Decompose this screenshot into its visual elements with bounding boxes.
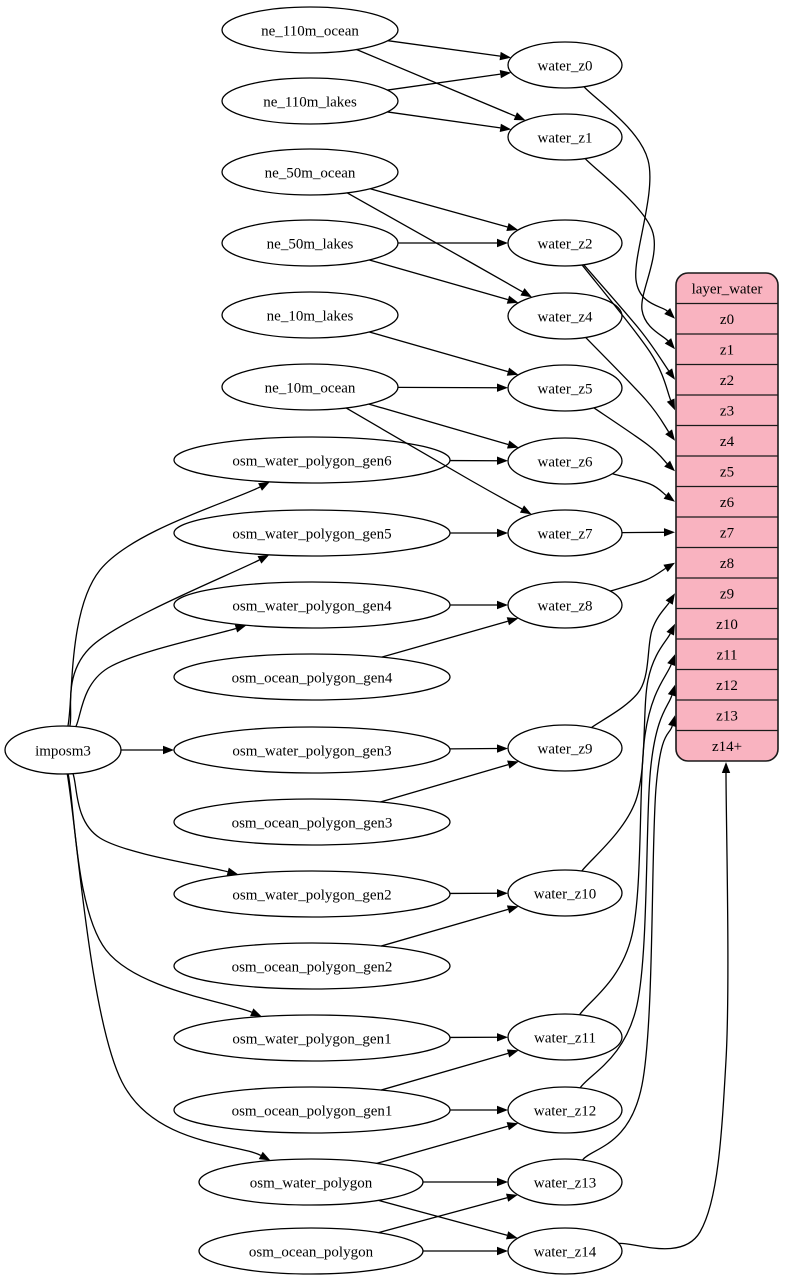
node-water_z0-label: water_z0 (537, 58, 593, 75)
arrowhead-icon (668, 685, 676, 697)
node-water_z11 (508, 1014, 622, 1060)
arrowhead-icon (497, 1033, 508, 1041)
node-osm_ocean_polygon_gen3 (174, 799, 450, 845)
layer-water-table (676, 273, 778, 761)
edge-osm_ocean_polygon_gen1-to-water_z12 (450, 1106, 508, 1114)
edge-line (369, 332, 508, 372)
edge-water_z7-to-z7 (622, 528, 675, 536)
arrowhead-icon (497, 239, 508, 247)
arrowhead-icon (259, 1152, 271, 1161)
arrowhead-icon (514, 112, 526, 120)
node-water_z14 (508, 1228, 622, 1274)
arrowhead-icon (497, 1178, 508, 1186)
edge-line (580, 665, 672, 1015)
node-water_z13 (508, 1159, 622, 1205)
node-osm_ocean_polygon_gen3-label: osm_ocean_polygon_gen3 (231, 815, 393, 832)
node-water_z11-label: water_z11 (534, 1030, 596, 1047)
edge-ne_110m_lakes-to-water_z0 (387, 70, 511, 90)
node-water_z1-label: water_z1 (537, 130, 593, 147)
edge-osm_water_polygon_gen2-to-water_z10 (450, 889, 508, 897)
edge-imposm3-to-osm_water_polygon_gen3 (121, 746, 174, 754)
arrowhead-icon (663, 563, 675, 572)
node-water_z7 (508, 510, 622, 556)
node-osm_ocean_polygon_gen1 (174, 1087, 450, 1133)
arrowhead-icon (250, 1008, 262, 1016)
edge-line (387, 74, 500, 90)
edge-line (381, 1053, 508, 1090)
arrowhead-icon (507, 1049, 519, 1057)
edge-water_z8-to-z8 (610, 563, 675, 591)
node-osm_ocean_polygon_gen2-label: osm_ocean_polygon_gen2 (231, 959, 393, 976)
node-osm_water_polygon-label: osm_water_polygon (249, 1175, 373, 1192)
edge-osm_water_polygon-to-water_z14 (379, 1200, 518, 1239)
arrowhead-icon (520, 505, 532, 514)
node-water_z6 (508, 438, 622, 484)
edge-osm_ocean_polygon-to-water_z13 (379, 1194, 518, 1233)
table-row-z7: z7 (719, 525, 735, 542)
arrowhead-icon (507, 296, 519, 304)
arrowhead-icon (506, 1194, 518, 1202)
node-water_z7-label: water_z7 (537, 526, 593, 543)
node-osm_water_polygon_gen5 (174, 510, 450, 556)
arrowhead-icon (235, 624, 247, 632)
arrowhead-icon (507, 761, 519, 769)
edge-line (388, 41, 500, 56)
node-osm_water_polygon_gen2-label: osm_water_polygon_gen2 (232, 887, 392, 904)
edge-ne_10m_ocean-to-water_z5 (398, 384, 508, 392)
edge-line (369, 404, 508, 444)
node-osm_ocean_polygon_gen2 (174, 943, 450, 989)
table-row-z6: z6 (719, 495, 735, 511)
node-water_z1 (508, 114, 622, 160)
node-ne_50m_ocean (222, 149, 398, 195)
table-row-z1: z1 (719, 342, 735, 359)
node-osm_water_polygon_gen3-label: osm_water_polygon_gen3 (232, 743, 392, 760)
edge-line (379, 1198, 508, 1233)
table-row-z4: z4 (719, 434, 735, 450)
table-row-z8: z8 (719, 556, 735, 572)
arrowhead-icon (664, 528, 675, 536)
edge-osm_ocean_polygon_gen4-to-water_z8 (382, 617, 519, 657)
edge-line (382, 621, 508, 657)
node-water_z5 (508, 365, 622, 411)
node-osm_water_polygon_gen1 (174, 1015, 450, 1061)
edge-osm_water_polygon_gen1-to-water_z11 (450, 1033, 508, 1041)
table-row-z10: z10 (716, 617, 738, 633)
edge-line (612, 474, 666, 496)
edge-osm_water_polygon-to-water_z13 (423, 1178, 508, 1186)
arrowhead-icon (667, 654, 675, 666)
table-row-z9: z9 (719, 586, 735, 603)
node-water_z2-label: water_z2 (537, 236, 593, 253)
edge-osm_ocean_polygon-to-water_z14 (423, 1247, 508, 1255)
arrowhead-icon (507, 617, 519, 625)
edge-line (380, 765, 508, 802)
edge-line (377, 1126, 508, 1163)
node-water_z6-label: water_z6 (537, 454, 593, 471)
node-water_z9-label: water_z9 (537, 741, 593, 758)
node-water_z10 (508, 870, 622, 916)
edge-line (387, 112, 500, 128)
node-osm_ocean_polygon_gen4 (174, 654, 450, 700)
table-row-z12: z12 (716, 678, 738, 694)
arrowhead-icon (497, 889, 508, 897)
node-ne_50m_lakes (222, 220, 398, 266)
node-water_z12-label: water_z12 (533, 1103, 597, 1120)
edge-ne_110m_lakes-to-water_z1 (387, 112, 511, 132)
node-imposm3-label: imposm3 (35, 743, 91, 760)
node-osm_water_polygon_gen2 (174, 871, 450, 917)
arrowhead-icon (666, 624, 675, 636)
node-water_z13-label: water_z13 (533, 1175, 597, 1192)
edge-water_z14-to-z14+ (619, 762, 730, 1249)
arrowhead-icon (507, 440, 519, 448)
edge-line (381, 909, 508, 946)
layer-water-title: layer_water (691, 281, 763, 298)
arrowhead-icon (163, 746, 174, 754)
node-water_z0 (508, 42, 622, 88)
node-osm_ocean_polygon (199, 1228, 423, 1274)
node-water_z14-label: water_z14 (533, 1244, 597, 1261)
arrowhead-icon (497, 457, 508, 465)
node-osm_water_polygon_gen3 (174, 727, 450, 773)
arrowhead-icon (497, 601, 508, 609)
arrowhead-icon (506, 1231, 518, 1239)
edge-water_z6-to-z6 (612, 474, 675, 502)
edge-imposm3-to-osm_water_polygon_gen5 (70, 555, 269, 726)
table-row-z13: z13 (716, 708, 738, 725)
arrowhead-icon (520, 288, 532, 297)
table-row-z3: z3 (719, 403, 735, 420)
edge-ne_10m_lakes-to-water_z5 (369, 332, 518, 376)
node-ne_110m_ocean (222, 7, 398, 53)
node-ne_10m_ocean (222, 364, 398, 410)
node-water_z4 (508, 293, 622, 339)
edge-line (70, 560, 260, 726)
arrowhead-icon (497, 529, 508, 537)
edge-line (370, 189, 507, 227)
edge-line (369, 260, 508, 300)
edge-water_z11-to-z11 (580, 654, 676, 1015)
table-row-z11: z11 (716, 647, 738, 664)
table-row-z14+: z14+ (711, 739, 743, 755)
node-osm_water_polygon_gen4-label: osm_water_polygon_gen4 (232, 598, 392, 615)
arrowhead-icon (258, 482, 270, 491)
edge-line (379, 1200, 508, 1235)
node-ne_50m_lakes-label: ne_50m_lakes (266, 236, 354, 253)
node-osm_ocean_polygon_gen1-label: osm_ocean_polygon_gen1 (231, 1103, 393, 1120)
arrowhead-icon (506, 223, 518, 231)
node-osm_water_polygon (199, 1159, 423, 1205)
node-water_z9 (508, 725, 622, 771)
arrowhead-icon (664, 492, 675, 502)
arrowhead-icon (667, 398, 675, 410)
arrowhead-icon (497, 744, 508, 752)
arrowhead-icon (258, 555, 270, 564)
table-row-z0: z0 (719, 312, 735, 328)
arrowhead-icon (497, 384, 508, 392)
node-ne_50m_ocean-label: ne_50m_ocean (264, 165, 356, 182)
edge-osm_water_polygon_gen3-to-water_z9 (450, 744, 508, 752)
node-osm_water_polygon_gen1-label: osm_water_polygon_gen1 (232, 1031, 392, 1048)
edge-ne_50m_ocean-to-water_z2 (370, 189, 518, 231)
node-ne_10m_ocean-label: ne_10m_ocean (264, 380, 356, 397)
arrowhead-icon (665, 368, 675, 379)
node-ne_110m_lakes (222, 78, 398, 124)
node-water_z2 (508, 220, 622, 266)
node-osm_water_polygon_gen4 (174, 582, 450, 628)
edge-osm_water_polygon_gen4-to-water_z8 (450, 601, 508, 609)
node-ne_110m_ocean-label: ne_110m_ocean (261, 23, 359, 40)
edge-ne_50m_lakes-to-water_z4 (369, 260, 518, 304)
arrowhead-icon (227, 868, 239, 876)
node-imposm3 (5, 726, 121, 774)
arrowhead-icon (507, 905, 519, 913)
node-water_z12 (508, 1087, 622, 1133)
node-ne_110m_lakes-label: ne_110m_lakes (263, 94, 357, 111)
table-row-z5: z5 (719, 464, 735, 481)
node-osm_water_polygon_gen6-label: osm_water_polygon_gen6 (232, 453, 392, 470)
edge-line (610, 568, 665, 591)
arrowhead-icon (665, 429, 675, 440)
node-water_z10-label: water_z10 (533, 886, 597, 903)
arrowhead-icon (507, 1122, 519, 1130)
edge-osm_water_polygon_gen5-to-water_z7 (450, 529, 508, 537)
arrowhead-icon (668, 715, 676, 727)
table-row-z2: z2 (719, 373, 735, 389)
node-water_z5-label: water_z5 (537, 381, 593, 398)
node-osm_water_polygon_gen5-label: osm_water_polygon_gen5 (232, 526, 392, 543)
node-osm_ocean_polygon-label: osm_ocean_polygon (248, 1244, 374, 1261)
node-water_z8 (508, 582, 622, 628)
arrowhead-icon (722, 762, 730, 773)
arrowhead-icon (497, 1106, 508, 1114)
arrowhead-icon (507, 368, 519, 376)
node-osm_ocean_polygon_gen4-label: osm_ocean_polygon_gen4 (231, 670, 393, 687)
node-ne_10m_lakes (222, 292, 398, 338)
edge-osm_water_polygon_gen6-to-water_z6 (450, 457, 508, 465)
arrowhead-icon (497, 1247, 508, 1255)
node-water_z8-label: water_z8 (537, 598, 593, 615)
edge-ne_50m_lakes-to-water_z2 (398, 239, 508, 247)
node-ne_10m_lakes-label: ne_10m_lakes (266, 308, 354, 325)
node-water_z4-label: water_z4 (537, 309, 593, 326)
arrowhead-icon (666, 593, 675, 605)
edge-ne_110m_ocean-to-water_z0 (388, 41, 511, 61)
